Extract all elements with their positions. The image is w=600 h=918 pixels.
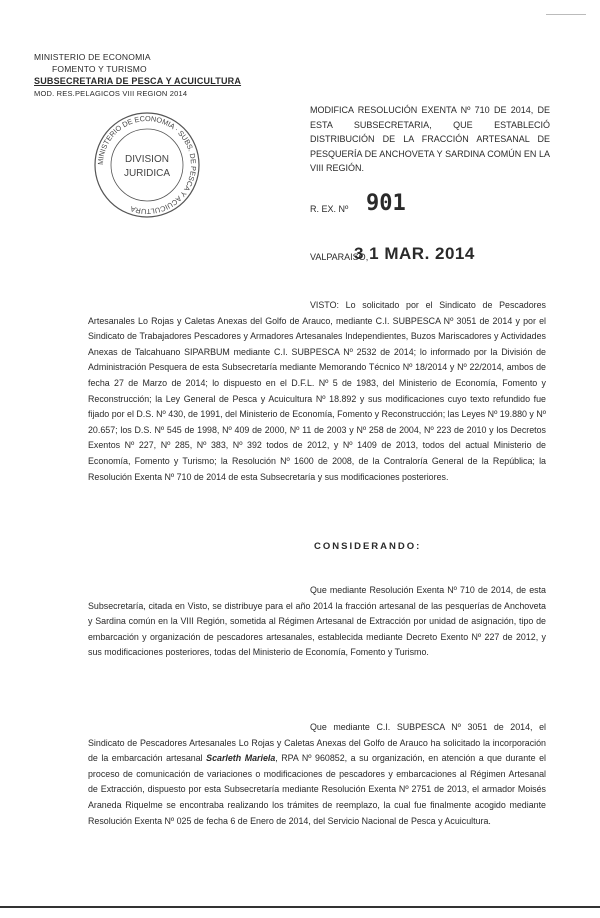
corner-mark <box>546 14 586 15</box>
resolution-date: 3 1 MAR. 2014 <box>354 244 475 263</box>
stamp-line-2: JURIDICA <box>123 168 171 179</box>
visto-text: VISTO: Lo solicitado por el Sindicato de Pescadores Artesanales Lo Rojas y Caletas Anexas del Golfo de Arauco, mediante C.I. SUBPESCA Nº 3051 de 2014 y por el Sindicato de Trabajadores Pescadores y Armadores Artesanales Independientes, Buzos Mariscadores y Actividades Anexas de Talcahuano SIPARBUM mediante C.I. SUBPESCA Nº 2532 de 2014; lo informado por la División de Administración Pesquera de esta Subsecretaría mediante Memorando Técnico Nº 18/2014 y Nº 22/2014, ambos de fecha 27 de Marzo de 2014; lo dispuesto en el D.F.L. Nº 5 de 1983, del Ministerio de Economía, Fomento y Reconstrucción; la Ley General de Pesca y Acuicultura Nº 18.892 y sus modificaciones cuyo texto refundido fue fijado por el D.S. Nº 430, de 1991, del Ministerio de Economía, Fomento y Reconstrucción; las Leyes Nº 19.880 y Nº 20.657; los D.S. Nº 545 de 1998, Nº 409 de 2000, Nº 11 de 2003 y Nº 258 de 2004, Nº 223 de 2010 y los Decretos Exentos Nº 227, Nº 285, Nº 383, Nº 392 todos de 2012, y Nº 1409 de 2013, todos del actual Ministerio de Economía, Fomento y Turismo; la Resolución Nº 1600 de 2008, de la Contraloría General de la República; la Resolución Exenta Nº 710 de 2014 de esta Subsecretaría y sus modificaciones posteriores. <box>88 300 546 482</box>
considerando-2-text-b: , RPA Nº 960852, a su organización, en atención a que durante el proceso de comunicación de variaciones o modificaciones de pescadores y embarcaciones al Régimen Artesanal de Extracción, dispuesto por esta Subsecretaría mediante Resolución Exenta Nº 2751 de 2013, el armador Moisés Araneda Riquelme se encontraba realizando los trámites de reemplazo, la cual fue finalmente acogido mediante Resolución Exenta Nº 025 de fecha 6 de Enero de 2014, del Servicio Nacional de Pesca y Acuicultura. <box>88 753 546 826</box>
resolution-number: 901 <box>366 191 406 216</box>
considerando-heading: CONSIDERANDO: <box>314 541 422 552</box>
visto-paragraph <box>88 298 546 485</box>
page-bottom-edge <box>0 906 600 908</box>
division-juridica-stamp <box>92 110 202 220</box>
stamp-ring-text: MINISTERIO DE ECONOMIA · SUBS. DE PESCA Y ACUICULTURA <box>95 113 199 217</box>
stamp-line-1: DIVISION <box>125 154 169 165</box>
subsecretaria-name: SUBSECRETARIA DE PESCA Y ACUICULTURA <box>34 76 242 86</box>
considerando-1-text: Que mediante Resolución Exenta Nº 710 de 2014, de esta Subsecretaría, citada en Visto, se distribuye para el año 2014 la fracción artesanal de las pesquerías de Anchoveta y Sardina común en la VIII Región, sometida al Régimen Artesanal de Extracción por unidad de asignación, tipo de embarcación y organización de pescadores artesanales, establecida mediante Decreto Exento Nº 227 de 2012, y sus modificaciones posteriores, todas del Ministerio de Economía, Fomento y Turismo. <box>88 585 546 658</box>
vessel-name: Scarleth Mariela <box>206 753 276 764</box>
resolution-summary: MODIFICA RESOLUCIÓN EXENTA Nº 710 DE 2014, DE ESTA SUBSECRETARIA, QUE ESTABLECIÓ DISTRIBUCIÓN DE LA FRACCIÓN ARTESANAL DE PESQUERÍA DE ANCHOVETA Y SARDINA COMÚN EN LA VIII REGIÓN. <box>310 105 550 173</box>
ministry-subtitle: FOMENTO Y TURISMO <box>52 64 147 74</box>
ministry-name: MINISTERIO DE ECONOMIA <box>34 52 151 62</box>
document-reference: MOD. RES.PELAGICOS VIII REGION 2014 <box>34 89 188 98</box>
considerando-paragraph-1 <box>88 583 546 661</box>
considerando-paragraph-2 <box>88 720 546 829</box>
place-label: VALPARAISO, <box>310 252 369 262</box>
considerando-2-text-a: Que mediante C.I. SUBPESCA Nº 3051 de 2014, el Sindicato de Pescadores Artesanales Lo Rojas y Caletas Anexas del Golfo de Arauco ha solicitado la incorporación de la embarcación artesanal <box>88 722 546 764</box>
resolution-label: R. EX. Nº <box>310 204 349 214</box>
